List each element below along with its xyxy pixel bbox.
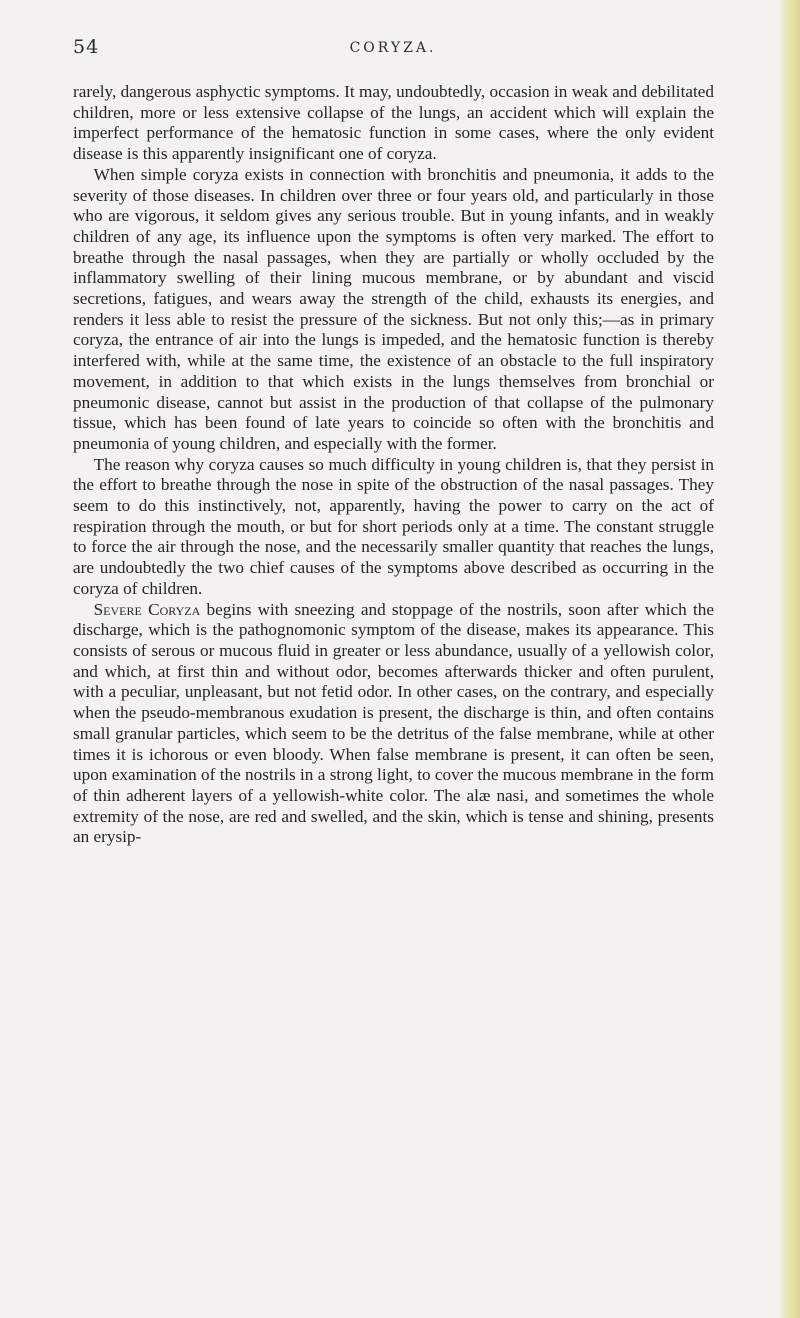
paragraph-text: begins with sneezing and stoppage of the nostrils, soon after which the discharge, which is the pathognomonic symptom of the disease, makes its appearance. This consists of serous or mucous fluid in greater or less abundance, usually of a yellowish color, and which, at first thin and without odor, becomes afterwards thicker and often purulent, with a peculiar, unpleasant, but not fetid odor. In other cases, on the contrary, and especially when the pseudo-membranous exudation is present, the discharge is thin, and often contains small granular particles, which seem to be the detritus of the false membrane, while at other times it is ichorous or even bloody. When false membrane is present, it can often be seen, upon examination of the nostrils in a strong light, to cover the mucous membrane in the form of thin adherent layers of a yellowish-white color. The alæ nasi, and sometimes the whole extremity of the nose, are red and swelled, and the skin, which is tense and shining, presents an erysip- (73, 599, 715, 847)
section-heading: Severe Coryza (93, 599, 201, 619)
paragraph: The reason why coryza causes so much difficulty in young children is, that they persist in the effort to breathe through the nose in spite of the obstruction of the nasal passages. They seem to do this instinctively, not, apparently, having the power to carry on the act of respiration through the mouth, or but for short periods only at a time. The constant struggle to force the air through the nose, and the necessarily smaller quantity that reaches the lungs, are undoubtedly the two chief causes of the symptoms above described as occurring in the coryza of children. (73, 454, 714, 598)
paragraph: rarely, dangerous asphyctic symptoms. It may, undoubtedly, occasion in weak and debilitated children, more or less extensive collapse of the lungs, an accident which will explain the imperfect performance of the hematosic function in some cases, where the only evident disease is this apparently insignificant one of coryza. (73, 82, 714, 164)
page-number: 54 (73, 36, 100, 58)
paragraph-severe-coryza (73, 600, 714, 848)
page-edge (778, 0, 800, 1318)
body-text (73, 82, 714, 848)
running-head: CORYZA. (349, 40, 437, 56)
page-header (73, 36, 713, 60)
paragraph: When simple coryza exists in connection with bronchitis and pneumonia, it adds to the severity of those diseases. In children over three or four years old, and particularly in those who are vigorous, it seldom gives any serious trouble. But in young infants, and in weakly children of any age, its influence upon the symptoms is often very marked. The effort to breathe through the nasal passages, when they are partially or wholly occluded by the inflammatory swelling of their lining mucous membrane, or by abundant and viscid secretions, fatigues, and wears away the strength of the child, exhausts its energies, and renders it less able to resist the pressure of the sickness. But not only this;—as in primary coryza, the entrance of air into the lungs is impeded, and the hematosic function is thereby interfered with, while at the same time, the existence of an obstacle to the full inspiratory movement, in addition to that which exists in the lungs themselves from bronchial or pneumonic disease, cannot but assist in the production of that collapse of the pulmonary tissue, which has been found of late years to coincide so often with the bronchitis and pneumonia of young children, and especially with the former. (73, 164, 714, 453)
